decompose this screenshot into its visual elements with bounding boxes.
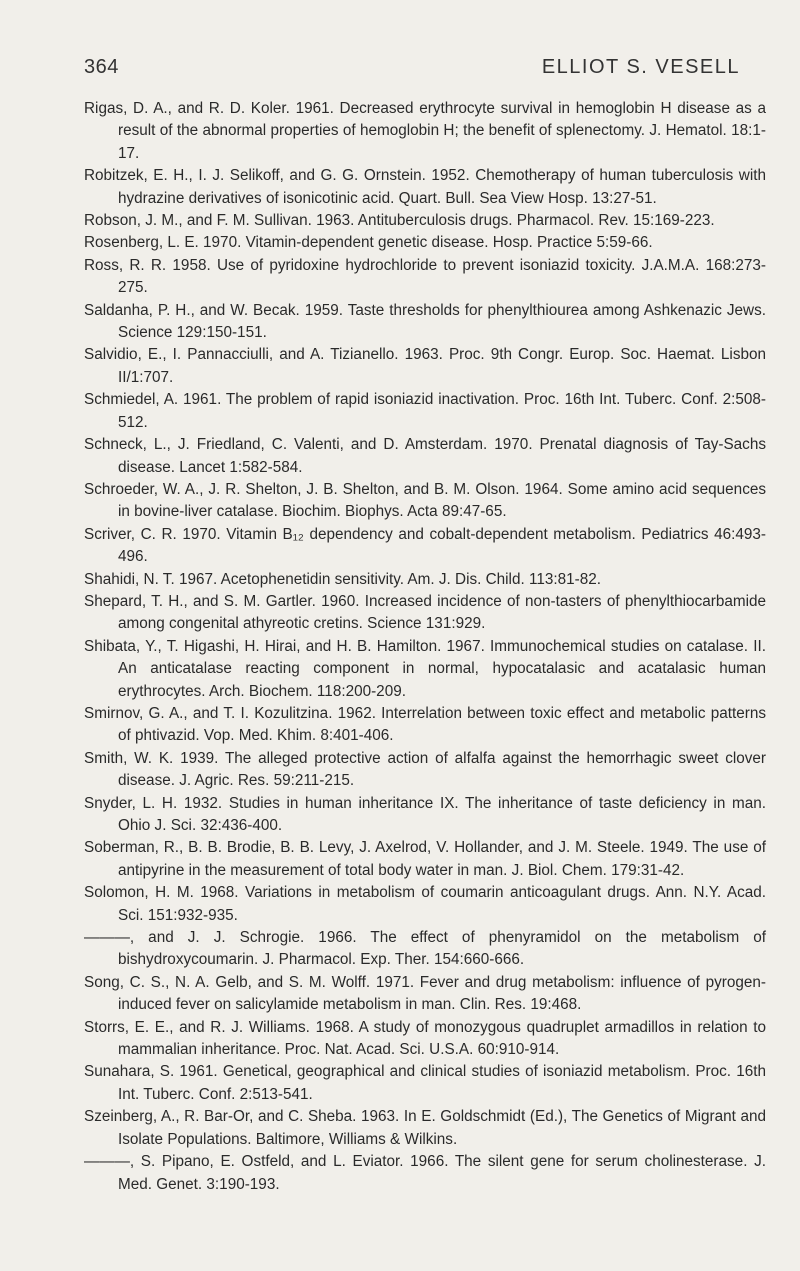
reference-entry: Robitzek, E. H., I. J. Selikoff, and G. G. Ornstein. 1952. Chemotherapy of human tuberculosis with hydrazine derivatives of isonicotinic acid. Quart. Bull. Sea View Hosp. 13:27-51.	[84, 167, 766, 207]
reference-entry: Schmiedel, A. 1961. The problem of rapid isoniazid inactivation. Proc. 16th Int. Tuberc. Conf. 2:508-512.	[84, 391, 766, 431]
reference-entry: Rosenberg, L. E. 1970. Vitamin-dependent genetic disease. Hosp. Practice 5:59-66.	[84, 234, 653, 252]
reference-entry: Ross, R. R. 1958. Use of pyridoxine hydrochloride to prevent isoniazid toxicity. J.A.M.A. 168:273-275.	[84, 256, 766, 297]
reference-entry: ———, and J. J. Schrogie. 1966. The effect of phenyramidol on the metabolism of bishydroxycoumarin. J. Pharmacol. Exp. Ther. 154:660-666.	[84, 929, 766, 969]
reference-entry: Rigas, D. A., and R. D. Koler. 1961. Decreased erythrocyte survival in hemoglobin H disease as a result of the abnormal properties of hemoglobin H; the benefit of splenectomy. J. Hematol. 18:1-17.	[84, 100, 766, 162]
reference-entry: Schroeder, W. A., J. R. Shelton, J. B. Shelton, and B. M. Olson. 1964. Some amino acid sequences in bovine-liver catalase. Biochim. Biophys. Acta 89:47-65.	[84, 480, 766, 521]
reference-entry: Smith, W. K. 1939. The alleged protective action of alfalfa against the hemorrhagic sweet clover disease. J. Agric. Res. 59:211-215.	[84, 749, 766, 790]
reference-entry: ———, S. Pipano, E. Ostfeld, and L. Eviator. 1966. The silent gene for serum cholinesterase. J. Med. Genet. 3:190-193.	[84, 1153, 766, 1193]
reference-entry: Saldanha, P. H., and W. Becak. 1959. Taste thresholds for phenylthiourea among Ashkenazic Jews. Science 129:150-151.	[84, 301, 766, 342]
reference-entry: Salvidio, E., I. Pannacciulli, and A. Tizianello. 1963. Proc. 9th Congr. Europ. Soc. Haemat. Lisbon II/1:707.	[84, 346, 766, 386]
reference-entry: Shibata, Y., T. Higashi, H. Hirai, and H. B. Hamilton. 1967. Immunochemical studies on catalase. II. An anticatalase reacting component in normal, hypocatalasic and acatalasic human erythrocytes. Arch. Biochem. 118:200-209.	[84, 637, 766, 700]
reference-entry: Snyder, L. H. 1932. Studies in human inheritance IX. The inheritance of taste deficiency in man. Ohio J. Sci. 32:436-400.	[84, 794, 766, 834]
reference-entry: Szeinberg, A., R. Bar-Or, and C. Sheba. 1963. In E. Goldschmidt (Ed.), The Genetics of Migrant and Isolate Populations. Baltimore, Williams & Wilkins.	[84, 1108, 766, 1148]
reference-entry: Soberman, R., B. B. Brodie, B. B. Levy, J. Axelrod, V. Hollander, and J. M. Steele. 1949. The use of antipyrine in the measurement of total body water in man. J. Biol. Chem. 179:31-42.	[84, 839, 766, 879]
reference-entry: Solomon, H. M. 1968. Variations in metabolism of coumarin anticoagulant drugs. Ann. N.Y. Acad. Sci. 151:932-935.	[84, 884, 766, 924]
reference-entry: Scriver, C. R. 1970. Vitamin B₁₂ dependency and cobalt-dependent metabolism. Pediatrics 46:493-496.	[84, 525, 766, 566]
page-header	[84, 56, 740, 86]
reference-entry: Robson, J. M., and F. M. Sullivan. 1963. Antituberculosis drugs. Pharmacol. Rev. 15:169-223.	[84, 212, 715, 230]
reference-entry: Song, C. S., N. A. Gelb, and S. M. Wolff. 1971. Fever and drug metabolism: influence of pyrogen-induced fever on salicylamide metabolism in man. Clin. Res. 19:468.	[84, 973, 766, 1014]
reference-list	[84, 98, 766, 1196]
reference-entry: Schneck, L., J. Friedland, C. Valenti, and D. Amsterdam. 1970. Prenatal diagnosis of Tay-Sachs disease. Lancet 1:582-584.	[84, 436, 766, 476]
running-head: ELLIOT S. VESELL	[541, 56, 740, 78]
reference-entry: Smirnov, G. A., and T. I. Kozulitzina. 1962. Interrelation between toxic effect and metabolic patterns of phtivazid. Vop. Med. Khim. 8:401-406.	[84, 704, 766, 745]
reference-entry: Shahidi, N. T. 1967. Acetophenetidin sensitivity. Am. J. Dis. Child. 113:81-82.	[84, 570, 601, 588]
reference-entry: Storrs, E. E., and R. J. Williams. 1968. A study of monozygous quadruplet armadillos in relation to mammalian inheritance. Proc. Nat. Acad. Sci. U.S.A. 60:910-914.	[84, 1018, 766, 1059]
reference-entry: Shepard, T. H., and S. M. Gartler. 1960. Increased incidence of non-tasters of phenylthiocarbamide among congenital athyreotic cretins. Science 131:929.	[84, 592, 766, 633]
reference-entry: Sunahara, S. 1961. Genetical, geographical and clinical studies of isoniazid metabolism. Proc. 16th Int. Tuberc. Conf. 2:513-541.	[84, 1063, 766, 1103]
page-number: 364	[84, 56, 119, 78]
